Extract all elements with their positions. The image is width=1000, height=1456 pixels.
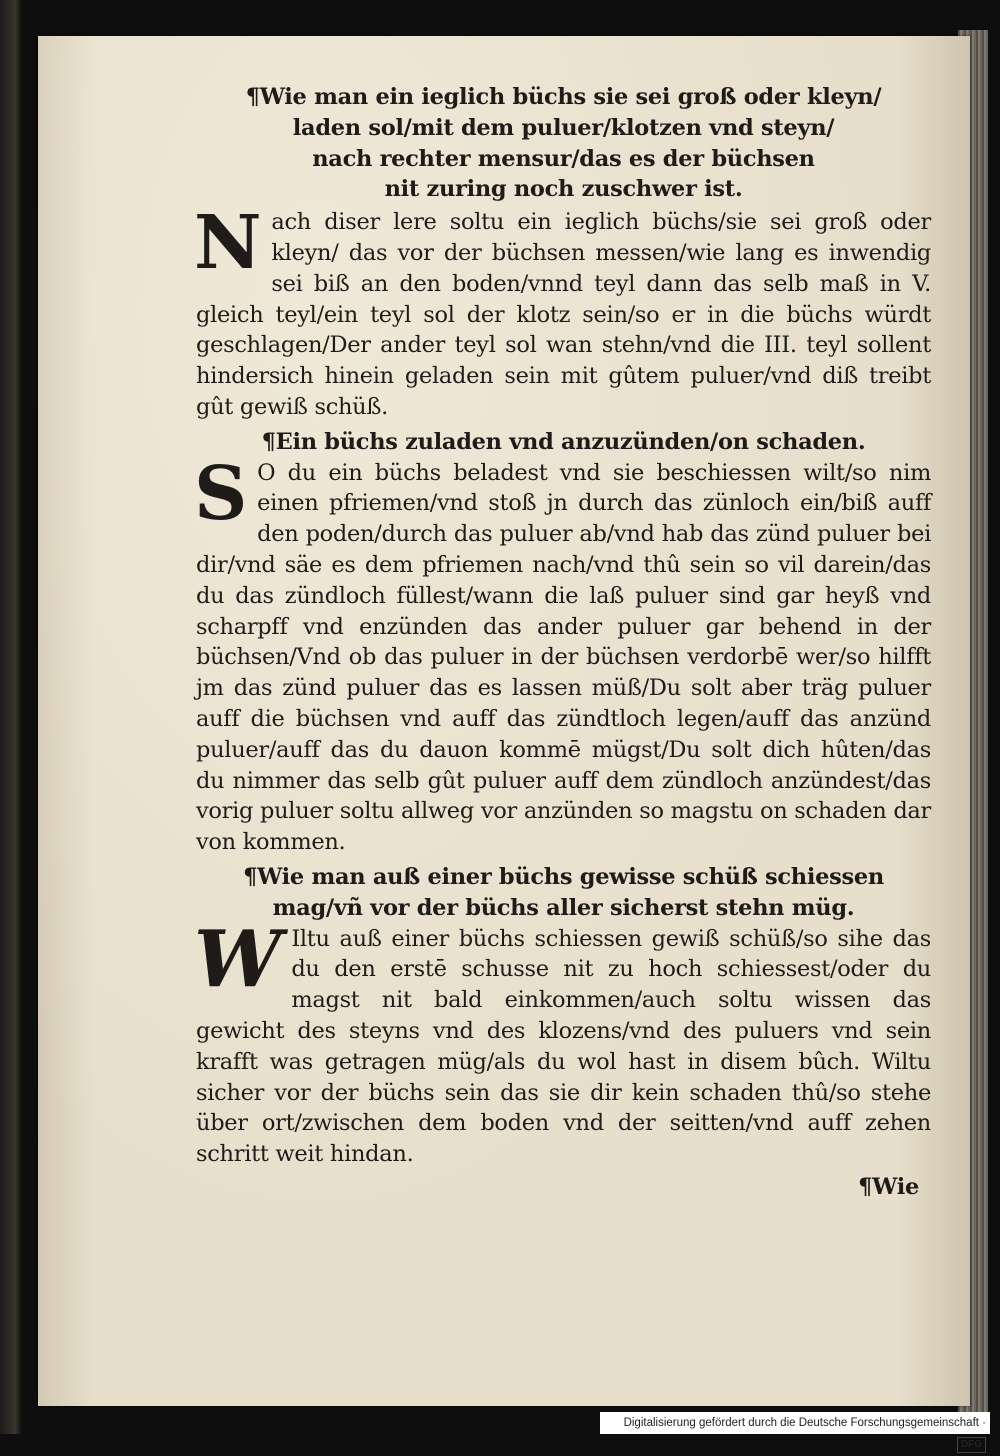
heading-line: laden sol/mit dem puluer/klotzen vnd steyn/ bbox=[292, 114, 835, 141]
pilcrow-icon: ¶ bbox=[245, 84, 260, 110]
heading-line: nit zuring noch zuschwer ist. bbox=[384, 176, 743, 203]
drop-cap-initial: W bbox=[194, 913, 282, 1005]
pilcrow-icon: ¶ bbox=[261, 428, 276, 455]
book-spine bbox=[0, 0, 22, 1434]
pilcrow-icon: ¶ bbox=[858, 1173, 873, 1200]
heading-line: Ein büchs zuladen vnd anzuzünden/on schaden. bbox=[275, 428, 866, 455]
drop-cap-initial: N bbox=[194, 200, 262, 287]
section-1-heading bbox=[196, 82, 931, 205]
section-2-heading bbox=[196, 427, 931, 458]
section-1-body bbox=[194, 200, 931, 423]
footer-credit-text: Digitalisierung gefördert durch die Deutsche Forschungsgemeinschaft · bbox=[623, 1417, 986, 1429]
section-2-text: O du ein büchs beladest vnd sie beschiessen wilt/so nim einen pfriemen/vnd stoß jn durch das zünloch ein/biß auff den poden/durch das puluer ab/vnd hab das zünd puluer bei dir/vnd säe es dem pfriemen nach/vnd thû sein so vil darein/das du das zündloch füllest/wann die laß puluer sind gar heyß vnd scharpff vnd enzünden das ander puluer gar behend in der büchsen/Vnd ob das puluer in der büchsen verdorbē wer/so hilfft jm das zünd puluer das es lassen müß/Du solt aber träg puluer auff die büchsen vnd auff das zündtloch legen/auff das anzünd puluer/auff das du dauon kommē mügst/Du solt dich hûten/das du nimmer das selb gût puluer auff dem zündloch anzündest/das vorig puluer soltu allweg vor anzünden so magstu on schaden dar von kommen. bbox=[196, 459, 931, 856]
section-3-body bbox=[194, 913, 931, 1170]
heading-line: nach rechter mensur/das es der büchsen bbox=[312, 145, 815, 172]
heading-line: Wie man auß einer büchs gewisse schüß schiessen bbox=[257, 863, 884, 890]
heading-line: mag/vñ vor der büchs aller sicherst stehn müg. bbox=[272, 894, 855, 921]
drop-cap-initial: S bbox=[194, 450, 248, 537]
pilcrow-icon: ¶ bbox=[243, 863, 258, 890]
section-3-heading bbox=[196, 862, 931, 924]
page-text bbox=[196, 82, 931, 1203]
section-3-text: Iltu auß einer büchs schiessen gewiß schüß/so sihe das du den erstē schusse nit zu hoch schiessest/oder du magst nit bald einkommen/auch soltu wissen das gewicht des steyns vnd des klozens/vnd des puluers vnd sein krafft was getragen müg/als du wol hast in disem bûch. Wiltu sicher vor der büchs sein das sie dir kein schaden thû/so stehe über ort/zwischen dem boden vnd der seitten/vnd auff zehen schritt weit hindan. bbox=[196, 925, 931, 1168]
section-2-body bbox=[194, 450, 931, 858]
catchword: ¶Wie bbox=[858, 1173, 919, 1200]
footer-credit bbox=[600, 1412, 990, 1450]
dfg-logo: DFG bbox=[957, 1437, 986, 1453]
heading-line: Wie man ein ieglich büchs sie sei groß oder kleyn/ bbox=[259, 84, 882, 110]
section-1-text: ach diser lere soltu ein ieglich büchs/sie sei groß oder kleyn/ das vor der büchsen messen/wie lang es inwendig sei biß an den boden/vnnd teyl dann das selb maß in V. gleich teyl/ein teyl sol der klotz sein/so er in die büchs würdt geschlagen/Der ander teyl sol wan stehn/vnd die III. teyl sollent hindersich hinein geladen sein mit gûtem puluer/vnd diß treibt gût gewiß schüß. bbox=[196, 209, 931, 420]
